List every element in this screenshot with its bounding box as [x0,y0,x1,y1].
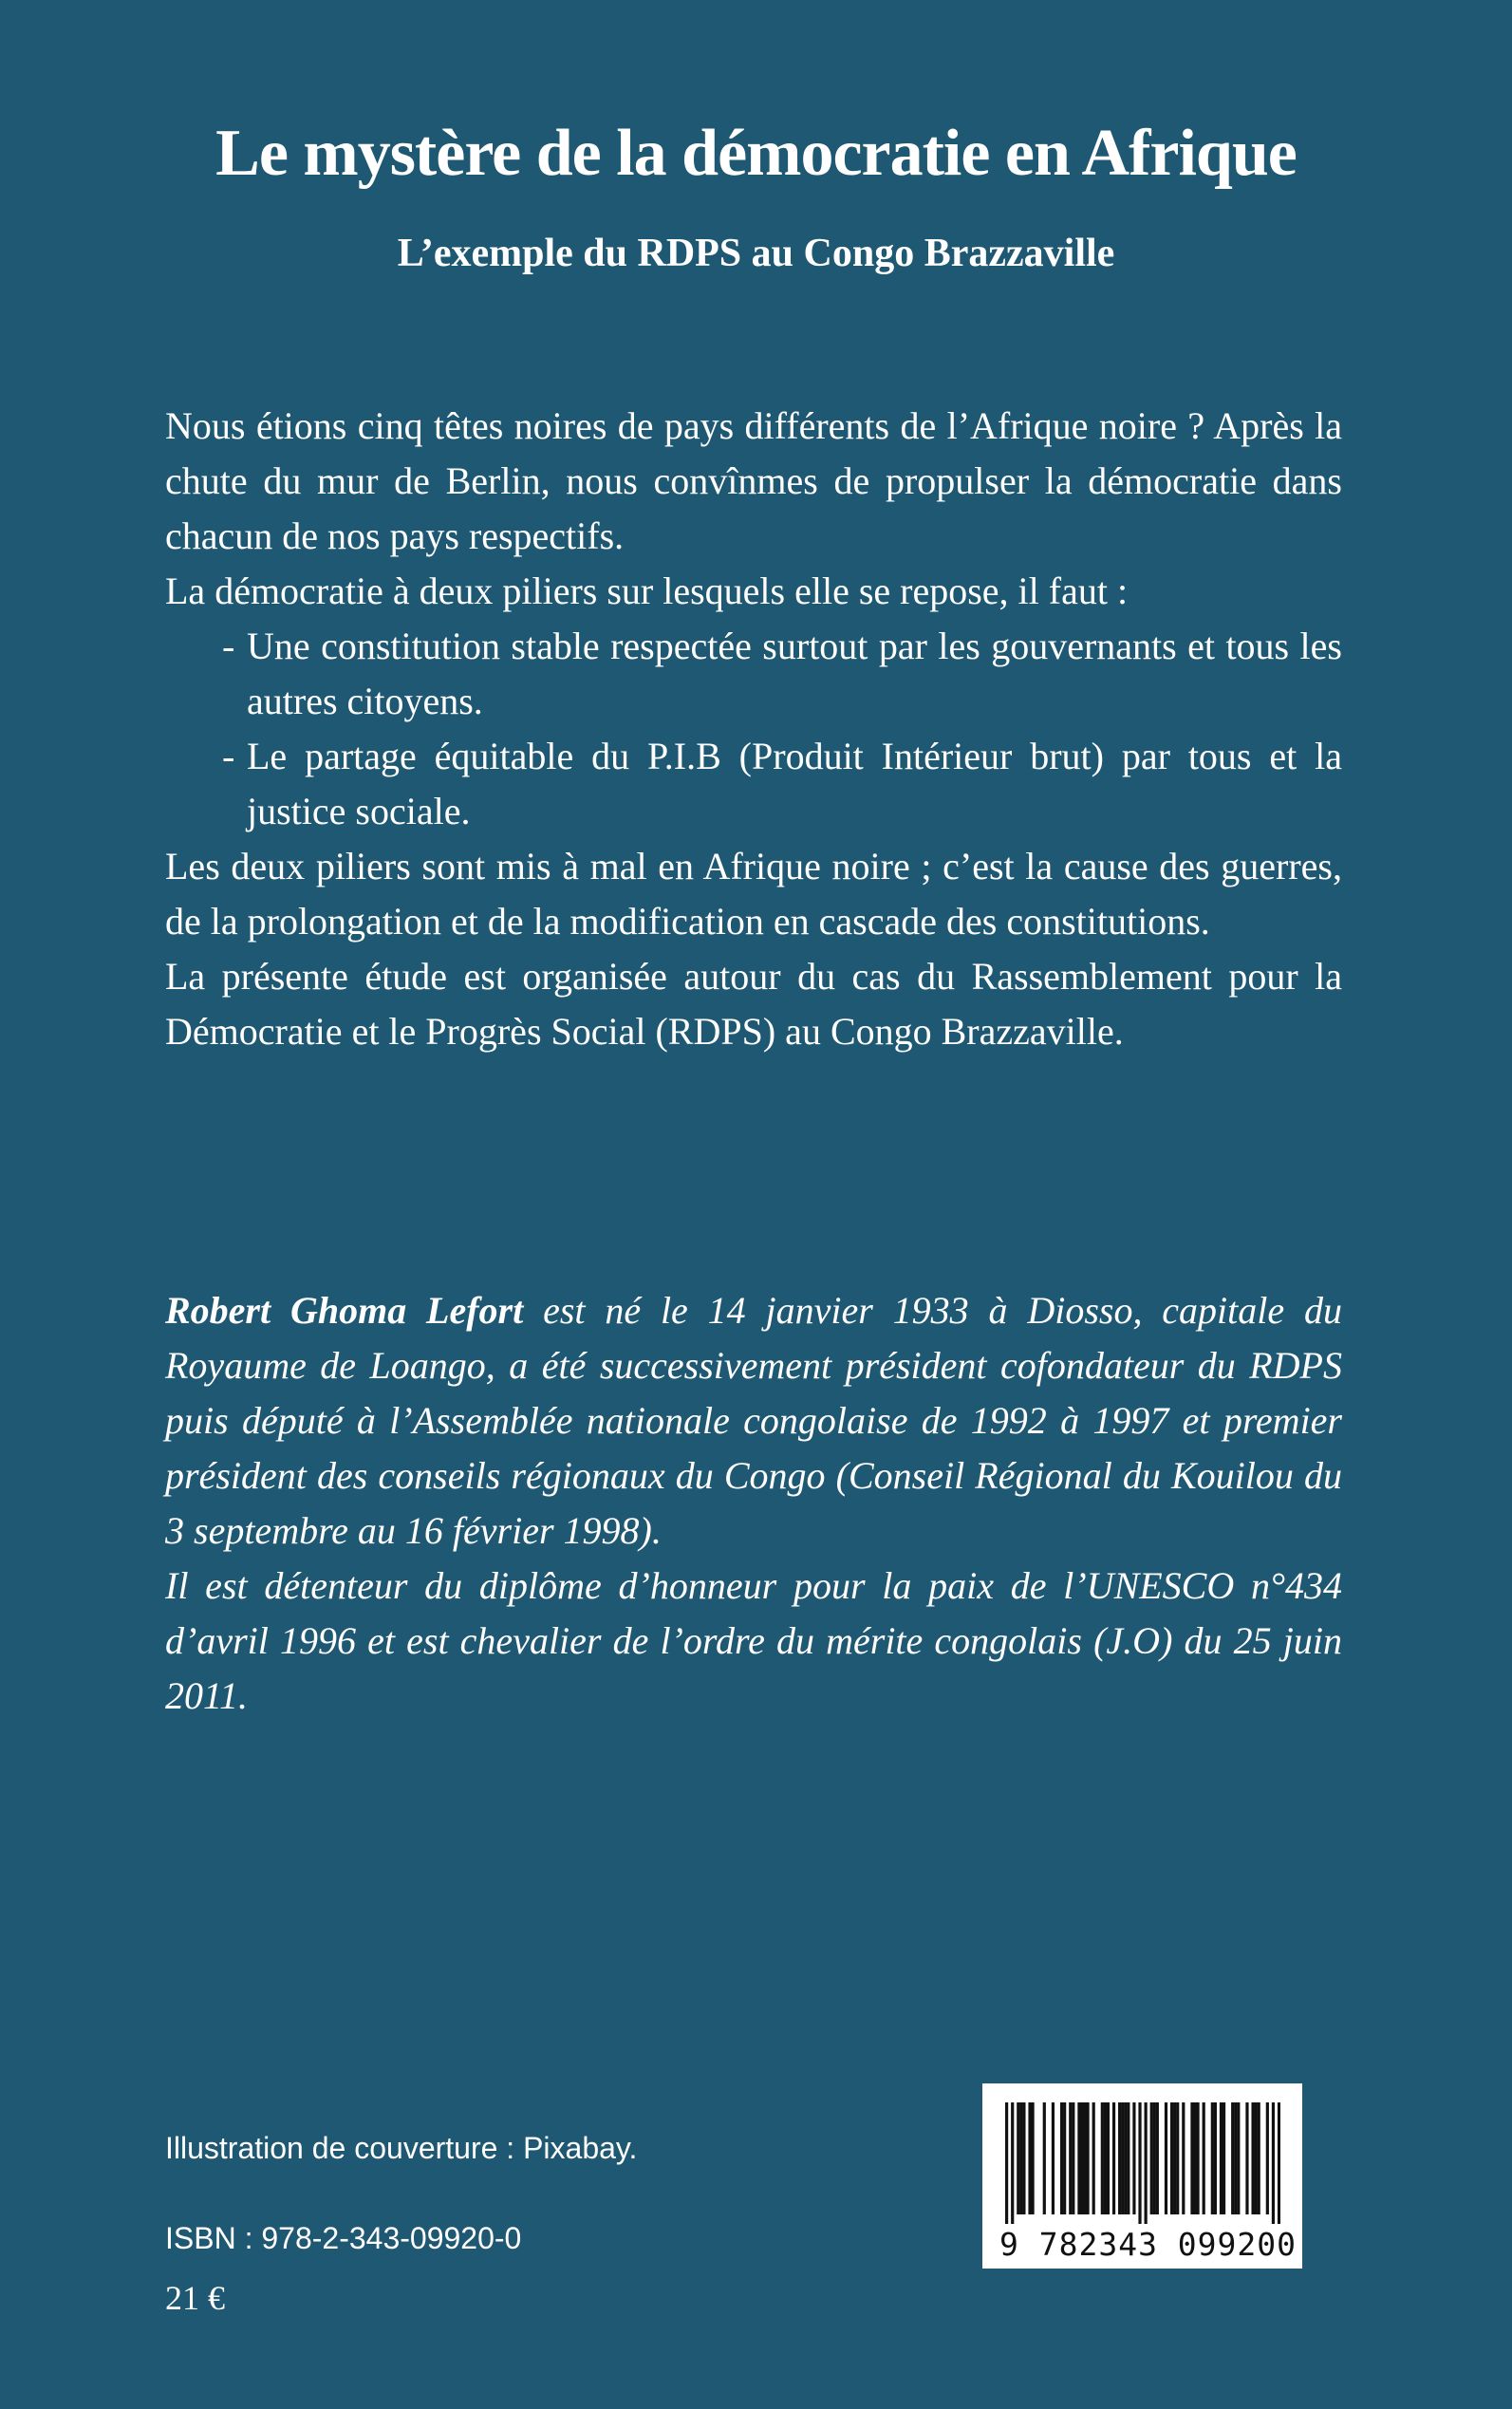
barcode-bar [1101,2102,1104,2214]
barcode-bar [1231,2102,1234,2214]
barcode-bar [1170,2102,1173,2214]
barcode-bar [1220,2102,1223,2214]
bullet-dash: - [222,625,235,667]
barcode-bar [1028,2102,1031,2214]
summary-paragraph-1: Nous étions cinq têtes noires de pays différents de l’Afrique noire ? Après la chute du mur de Berlin, nous convînmes de propulser la démocratie dans chacun de nos pays respectifs. [165,404,1342,557]
barcode-bar [1176,2102,1179,2214]
barcode-bar [1138,2102,1141,2224]
summary-paragraph-4: La présente étude est organisée autour du cas du Rassemblement pour la Démocratie et le Progrès Social (RDPS) au Congo Brazzaville. [165,955,1342,1053]
barcode-bar [1165,2102,1167,2214]
author-bio [165,1283,1342,1724]
barcode-bar [1121,2102,1124,2214]
barcode-bar [1112,2102,1115,2214]
book-title: Le mystère de la démocratie en Afrique [215,117,1297,190]
isbn: ISBN : 978-2-343-09920-0 [165,2221,522,2255]
bio-paragraph-1 [165,1283,1342,1559]
barcode-bar [1145,2102,1148,2224]
barcode-bar [1092,2102,1095,2214]
barcode-bar [1272,2102,1275,2224]
barcode-bar [1077,2102,1080,2214]
barcode-bar [1223,2102,1225,2214]
barcode-bar [1278,2102,1280,2224]
barcode-bar [1124,2102,1127,2214]
book-subtitle: L’exemple du RDPS au Congo Brazzaville [397,232,1115,275]
barcode-bar [1234,2102,1237,2214]
pillar-item [165,729,1342,839]
barcode-bar [1150,2102,1153,2214]
barcode-bar [1245,2102,1248,2214]
barcode-bar [1060,2102,1063,2214]
barcode-bar [1156,2102,1159,2214]
pillars-list [165,619,1342,839]
barcode-bar [1063,2102,1066,2214]
barcode-bar [1132,2102,1135,2214]
barcode-bar [1211,2102,1214,2214]
pillar-item [165,619,1342,729]
barcode-bar [1203,2102,1205,2214]
barcode-bar [1251,2102,1254,2214]
barcode-bar [1052,2102,1055,2214]
barcode-digits: 9 782343 099200 [999,2226,1297,2263]
pillar-text: Une constitution stable respectée surtout par les gouvernants et tous les autres citoyens. [247,625,1342,722]
barcode-bar [1104,2102,1107,2214]
barcode-bar [1072,2102,1074,2214]
barcode-bar [1080,2102,1083,2214]
bio-paragraph-2: Il est détenteur du diplôme d’honneur pour la paix de l’UNESCO n°434 d’avril 1996 et est chevalier de l’ordre du mérite congolais (J.O) du 25 juin 2011. [165,1564,1342,1717]
barcode-bar [1193,2102,1196,2214]
summary-text [165,399,1342,1059]
barcode-bar [1196,2102,1199,2214]
barcode-bar [1019,2102,1022,2214]
price: 21 € [165,2279,225,2317]
barcode [982,2083,1302,2269]
bullet-dash: - [222,735,235,777]
barcode-bar [1258,2102,1260,2214]
barcode-bar [1017,2102,1019,2214]
barcode-bar [1237,2102,1240,2214]
barcode-bar [1255,2102,1258,2214]
barcode-bar [1022,2102,1025,2214]
barcode-bars [1005,2102,1280,2224]
barcode-bar [1153,2102,1156,2214]
barcode-bar [1173,2102,1176,2214]
summary-paragraph-3: Les deux piliers sont mis à mal en Afrique noire ; c’est la cause des guerres, de la prolongation et de la modification en cascade des constitutions. [165,845,1342,943]
barcode-bar [1107,2102,1110,2214]
author-name: Robert Ghoma Lefort [165,1289,524,1332]
barcode-bar [1182,2102,1185,2214]
barcode-bar [1190,2102,1193,2214]
barcode-bar [1069,2102,1072,2214]
pillar-text: Le partage équitable du P.I.B (Produit Intérieur brut) par tous et la justice sociale. [247,735,1342,832]
barcode-bar [1011,2102,1014,2224]
summary-paragraph-2: La démocratie à deux piliers sur lesquels elle se repose, il faut : [165,570,1129,612]
barcode-bar [1086,2102,1089,2214]
barcode-bar [1266,2102,1269,2214]
barcode-bar [1214,2102,1217,2214]
illustration-credit: Illustration de couverture : Pixabay. [165,2131,638,2165]
barcode-bar [1127,2102,1129,2214]
barcode-bar [1083,2102,1086,2214]
barcode-bar [1031,2102,1034,2214]
barcode-bar [1118,2102,1121,2214]
barcode-bar [1005,2102,1008,2224]
bio-text: est né le 14 janvier 1933 à Diosso, capitale du Royaume de Loango, a été successivement président cofondateur du RDPS puis député à l’Assemblée nationale congolaise de 1992 à 1997 et premier président des conseils régionaux du Congo (Conseil Régional du Kouilou du 3 septembre au 16 février 1998). [165,1289,1342,1552]
barcode-bar [1043,2102,1046,2214]
